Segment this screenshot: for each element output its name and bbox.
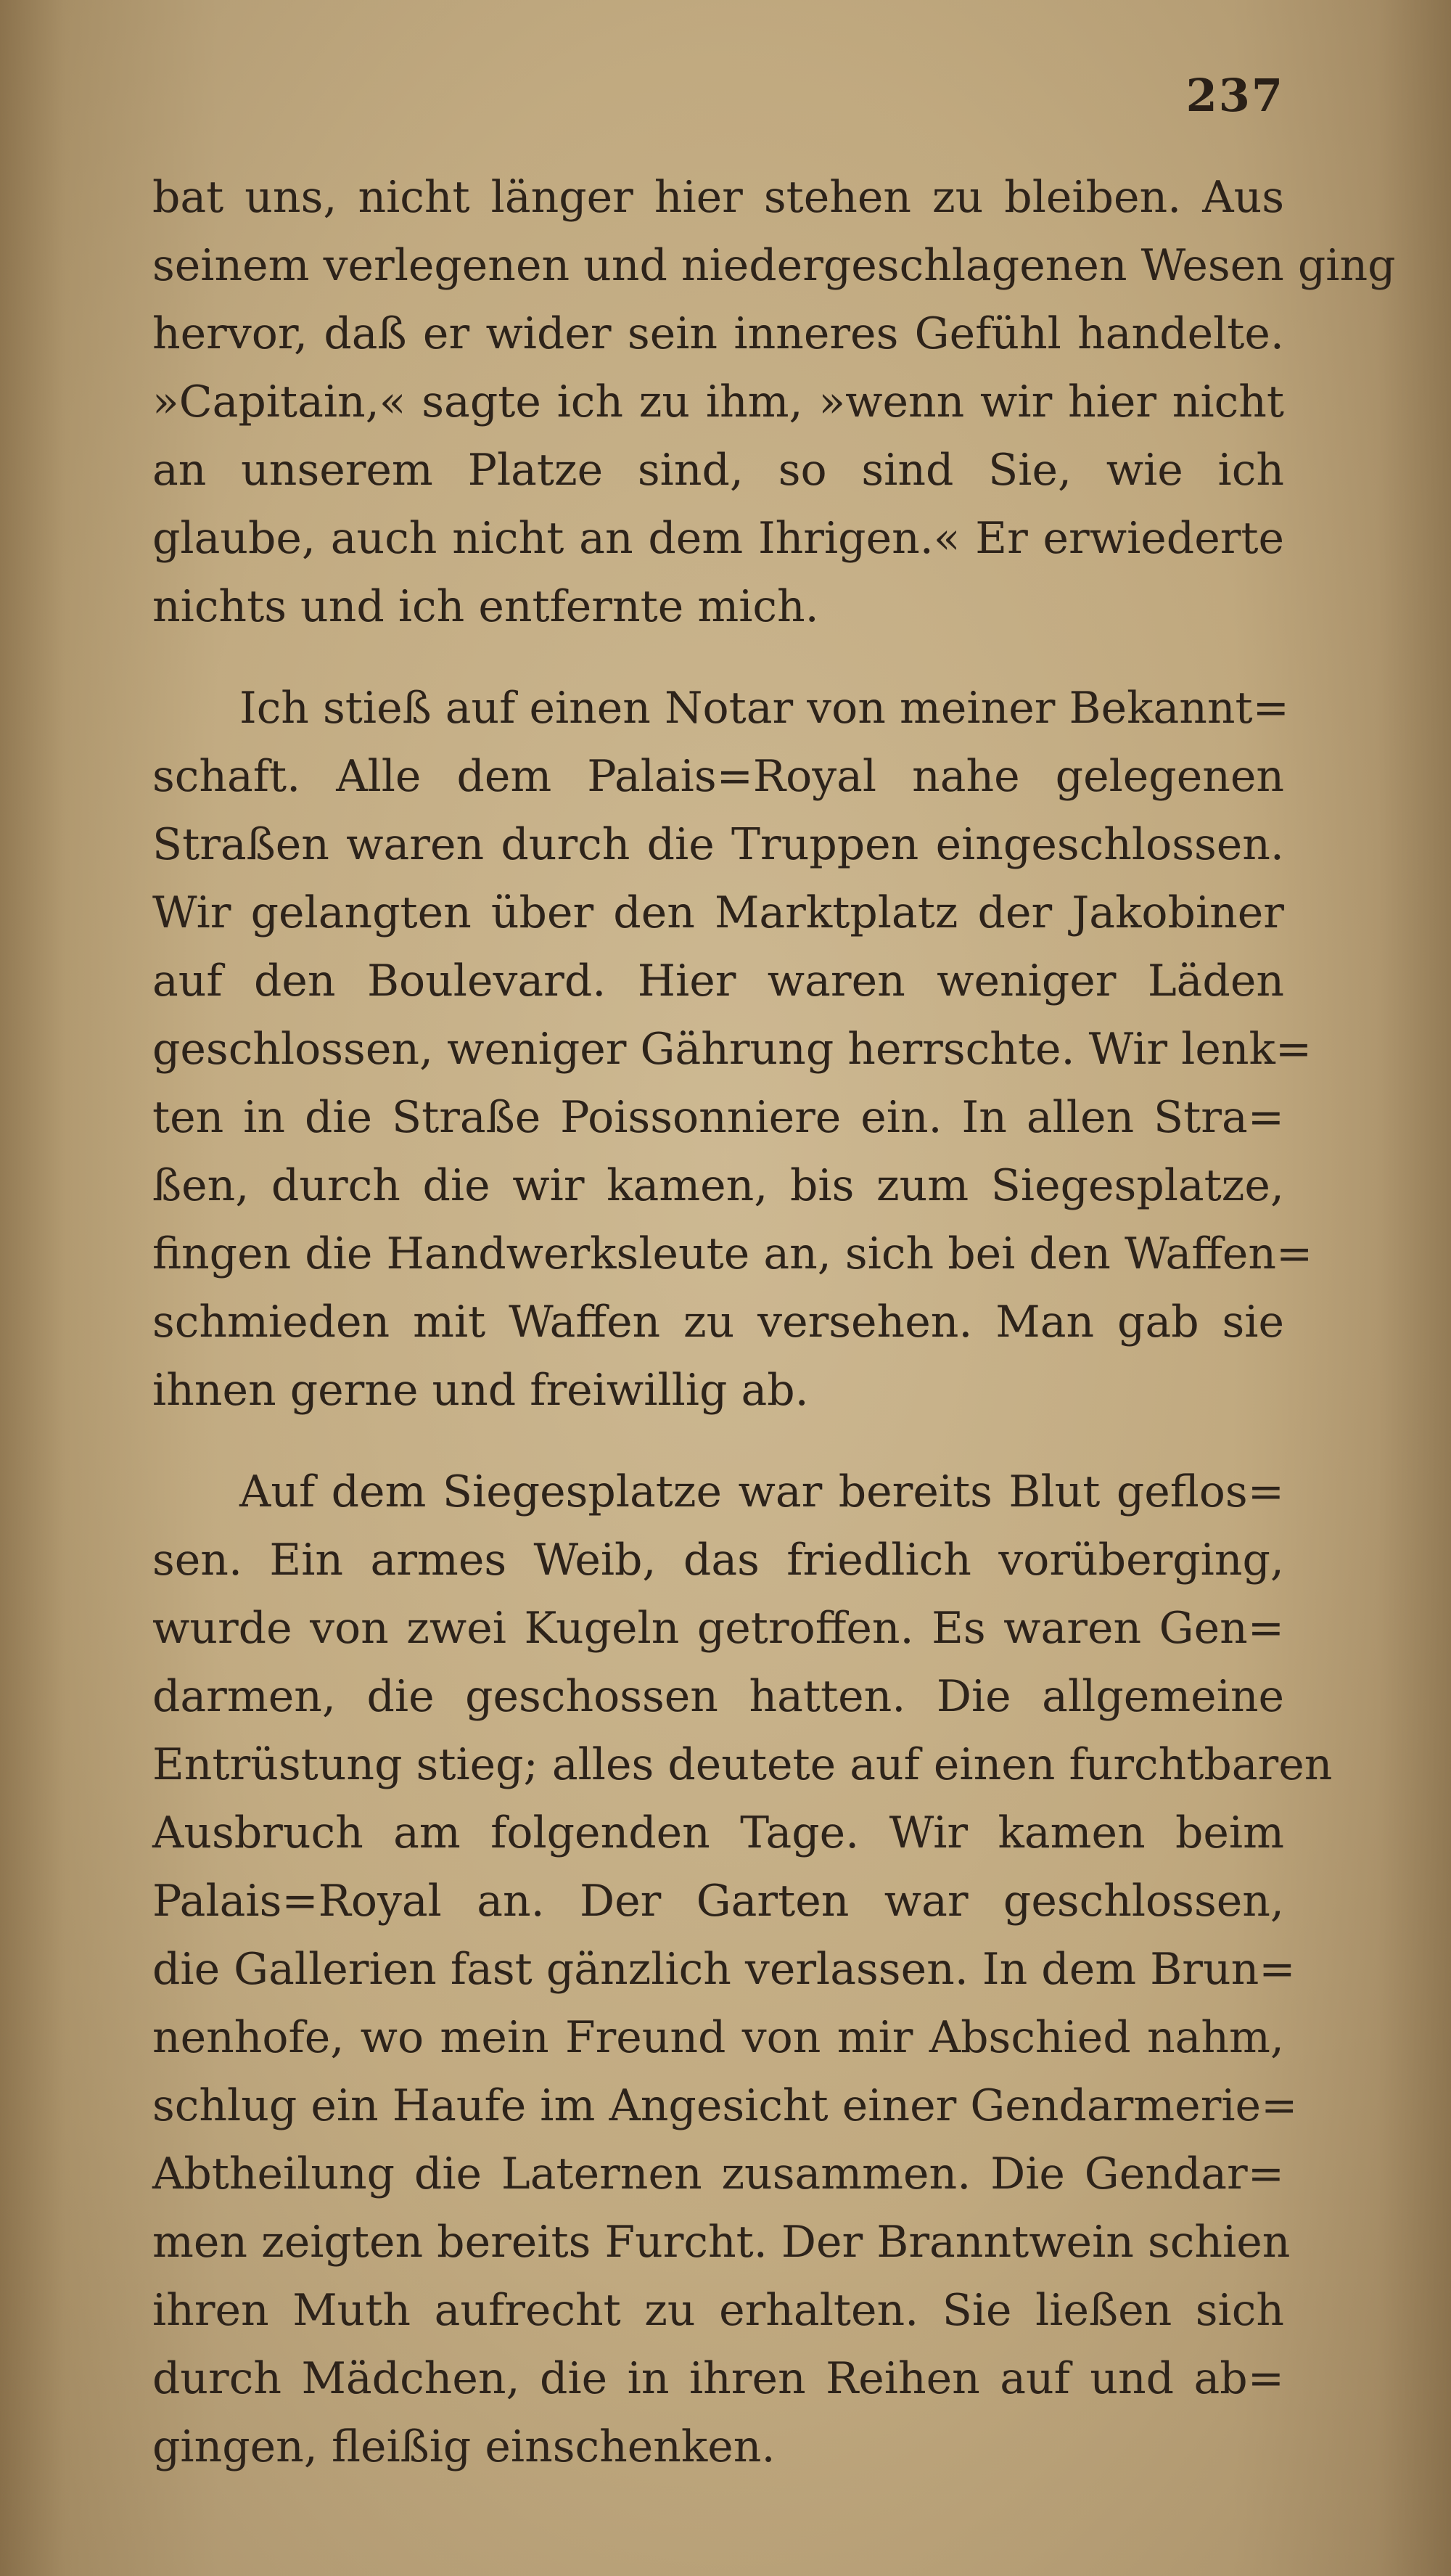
text-line: schaft. Alle dem Palais=Royal nahe gelegenen — [152, 751, 1284, 802]
text-line: sen. Ein armes Weib, das friedlich vorüberging, — [152, 1535, 1284, 1586]
paragraph-3 — [152, 1458, 1333, 2481]
text-line: die Gallerien fast gänzlich verlassen. In dem Brun= — [152, 1944, 1296, 1995]
text-line: auf den Boulevard. Hier waren weniger Läden — [152, 956, 1284, 1006]
text-line: ihren Muth aufrecht zu erhalten. Sie ließen sich — [152, 2285, 1284, 2336]
text-line: wurde von zwei Kugeln getroffen. Es waren Gen= — [152, 1603, 1284, 1654]
text-line: ten in die Straße Poissonniere ein. In allen Stra= — [152, 1092, 1284, 1143]
page-number: 237 — [1185, 69, 1284, 122]
text-line: glaube, auch nicht an dem Ihrigen.« Er erwiederte — [152, 513, 1284, 564]
text-line: geschlossen, weniger Gährung herrschte. Wir lenk= — [152, 1024, 1312, 1075]
text-line: an unserem Platze sind, so sind Sie, wie ich — [152, 445, 1284, 496]
text-line: darmen, die geschossen hatten. Die allgemeine — [152, 1671, 1284, 1722]
text-line: hervor, daß er wider sein inneres Gefühl handelte. — [152, 308, 1284, 359]
text-line: »Capitain,« sagte ich zu ihm, »wenn wir hier nicht — [152, 377, 1284, 427]
text-line: ihnen gerne und freiwillig ab. — [152, 1365, 809, 1416]
text-line: men zeigten bereits Furcht. Der Branntwein schien — [152, 2217, 1291, 2268]
text-line: seinem verlegenen und niedergeschlagenen Wesen ging — [152, 240, 1396, 291]
text-line: Palais=Royal an. Der Garten war geschlossen, — [152, 1876, 1284, 1927]
text-line: Auf dem Siegesplatze war bereits Blut geflos= — [239, 1467, 1284, 1517]
body-text — [152, 163, 1396, 2514]
text-line: nichts und ich entfernte mich. — [152, 581, 819, 632]
paragraph-1 — [152, 163, 1396, 641]
text-line: gingen, fleißig einschenken. — [152, 2421, 776, 2472]
text-line: fingen die Handwerksleute an, sich bei den Waffen= — [152, 1228, 1313, 1279]
text-line: Ich stieß auf einen Notar von meiner Bekannt= — [239, 683, 1289, 734]
text-line: Abtheilung die Laternen zusammen. Die Gendar= — [152, 2149, 1284, 2199]
paragraph-2 — [152, 674, 1313, 1424]
text-line: durch Mädchen, die in ihren Reihen auf und ab= — [152, 2353, 1284, 2404]
text-line: bat uns, nicht länger hier stehen zu bleiben. Aus — [152, 172, 1284, 223]
text-line: Wir gelangten über den Marktplatz der Jakobiner — [152, 887, 1284, 938]
text-line: schlug ein Haufe im Angesicht einer Gendarmerie= — [152, 2080, 1298, 2131]
text-line: Straßen waren durch die Truppen eingeschlossen. — [152, 819, 1284, 870]
text-line: ßen, durch die wir kamen, bis zum Siegesplatze, — [152, 1160, 1284, 1211]
text-line: nenhofe, wo mein Freund von mir Abschied nahm, — [152, 2012, 1284, 2063]
text-line: schmieden mit Waffen zu versehen. Man gab sie — [152, 1297, 1284, 1348]
text-line: Entrüstung stieg; alles deutete auf einen furchtbaren — [152, 1739, 1333, 1790]
text-line: Ausbruch am folgenden Tage. Wir kamen beim — [152, 1808, 1284, 1858]
